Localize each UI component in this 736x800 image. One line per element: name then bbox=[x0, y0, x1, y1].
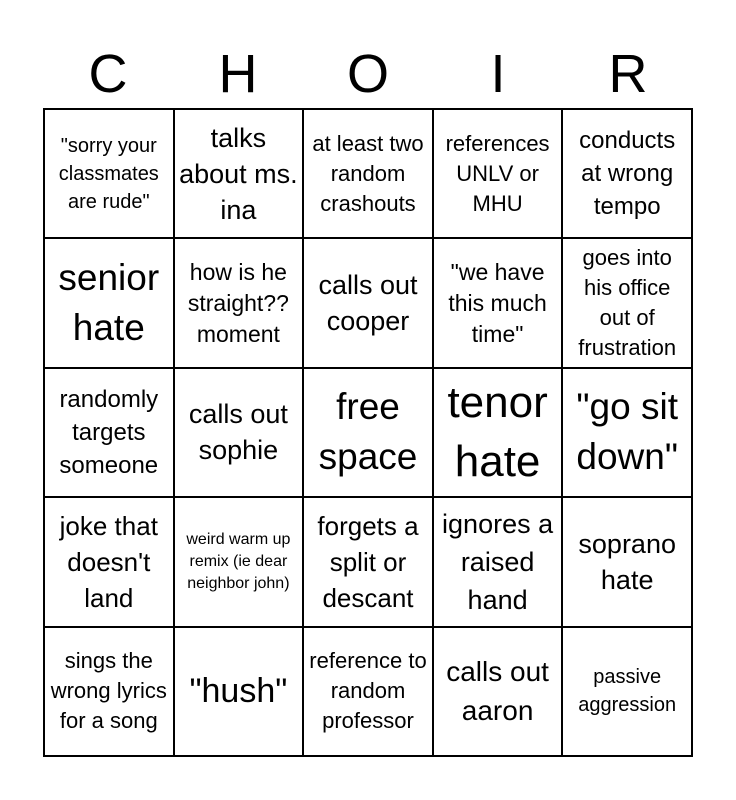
bingo-cell[interactable] bbox=[304, 369, 434, 498]
cell-text: ignores a raised hand bbox=[442, 508, 554, 615]
bingo-cell[interactable] bbox=[434, 369, 564, 498]
cell-text: sings the wrong lyrics for a song bbox=[50, 648, 167, 734]
cell-text: reference to random professor bbox=[309, 648, 427, 734]
bingo-cell[interactable] bbox=[434, 110, 564, 239]
bingo-header bbox=[43, 40, 693, 108]
bingo-cell[interactable] bbox=[45, 498, 175, 627]
cell-text: references UNLV or MHU bbox=[445, 130, 550, 216]
header-letter-i: I bbox=[490, 44, 506, 104]
cell-text: calls out sophie bbox=[188, 399, 288, 466]
cell-text: "sorry your classmates are rude" bbox=[58, 134, 159, 213]
bingo-cell[interactable] bbox=[45, 628, 175, 757]
bingo-cell[interactable] bbox=[434, 628, 564, 757]
cell-text: talks about ms. ina bbox=[179, 122, 298, 225]
bingo-cell[interactable] bbox=[563, 110, 693, 239]
bingo-cell[interactable] bbox=[563, 369, 693, 498]
bingo-cell[interactable] bbox=[175, 369, 305, 498]
bingo-cell[interactable] bbox=[45, 369, 175, 498]
cell-text: at least two random crashouts bbox=[312, 130, 424, 216]
cell-text: how is he straight?? moment bbox=[187, 258, 289, 347]
header-letter-c: C bbox=[88, 44, 128, 104]
cell-text: passive aggression bbox=[578, 666, 677, 717]
cell-text: conducts at wrong tempo bbox=[579, 127, 676, 221]
cell-text: weird warm up remix (ie dear neighbor john) bbox=[186, 530, 291, 592]
cell-text: forgets a split or descant bbox=[317, 510, 419, 613]
bingo-cell[interactable] bbox=[304, 628, 434, 757]
bingo-cell[interactable] bbox=[45, 110, 175, 239]
bingo-cell[interactable] bbox=[304, 239, 434, 368]
bingo-cell[interactable] bbox=[434, 498, 564, 627]
bingo-cell[interactable] bbox=[434, 239, 564, 368]
header-letter-o: O bbox=[346, 44, 389, 104]
header-letter-r: R bbox=[608, 44, 648, 104]
bingo-cell[interactable] bbox=[175, 239, 305, 368]
cell-text: tenor hate bbox=[447, 378, 548, 487]
cell-text: randomly targets someone bbox=[59, 385, 159, 479]
cell-text: goes into his office out of frustration bbox=[578, 245, 677, 361]
cell-text: "hush" bbox=[189, 672, 288, 711]
cell-text: calls out aaron bbox=[446, 656, 549, 727]
cell-text: "we have this much time" bbox=[448, 258, 547, 347]
bingo-cell[interactable] bbox=[563, 239, 693, 368]
bingo-cell[interactable] bbox=[304, 498, 434, 627]
bingo-cell[interactable] bbox=[175, 110, 305, 239]
bingo-cell[interactable] bbox=[175, 628, 305, 757]
cell-text: calls out cooper bbox=[318, 270, 418, 337]
cell-text: free space bbox=[318, 386, 418, 478]
bingo-cell[interactable] bbox=[563, 628, 693, 757]
bingo-cell[interactable] bbox=[45, 239, 175, 368]
cell-text: soprano hate bbox=[578, 528, 676, 595]
cell-text: "go sit down" bbox=[576, 386, 678, 478]
bingo-board bbox=[43, 108, 693, 757]
bingo-cell[interactable] bbox=[175, 498, 305, 627]
bingo-cell[interactable] bbox=[304, 110, 434, 239]
header-letter-h: H bbox=[218, 44, 258, 104]
cell-text: senior hate bbox=[58, 257, 160, 349]
bingo-cell[interactable] bbox=[563, 498, 693, 627]
cell-text: joke that doesn't land bbox=[59, 510, 158, 613]
